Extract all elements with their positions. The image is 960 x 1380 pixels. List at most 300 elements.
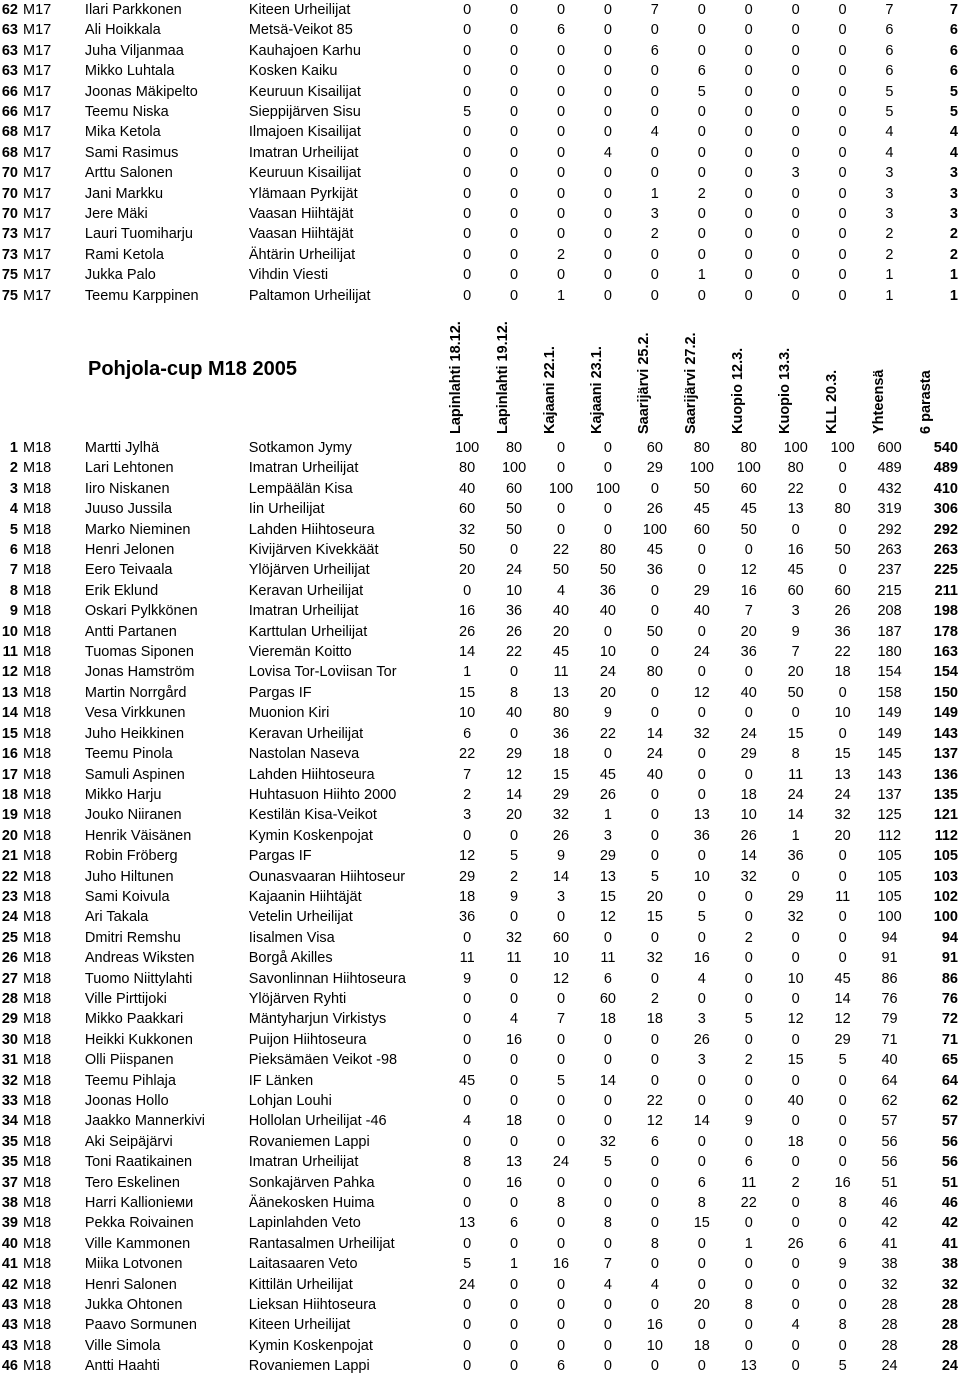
best-six-cell: 263 [933, 542, 958, 559]
race-points-cell: 0 [463, 1297, 472, 1314]
race-points-cell: 32 [599, 1133, 616, 1150]
race-points-cell: 12 [552, 970, 570, 987]
best-six-cell: 46 [941, 1195, 958, 1212]
race-points-cell: 15 [787, 725, 804, 742]
race-points-cell: 0 [650, 165, 659, 182]
best-six-cell: 211 [934, 582, 958, 599]
race-points-cell: 0 [603, 1337, 612, 1354]
club-cell: Savonlinnan Hiihtoseura [248, 970, 406, 987]
name-cell: Henri Jelonen [84, 542, 175, 559]
race-points-cell: 50 [740, 521, 757, 538]
race-points-cell: 36 [599, 582, 616, 599]
race-points-cell: 0 [697, 1133, 706, 1150]
class-cell: M18 [22, 827, 52, 844]
total-cell: 600 [877, 440, 902, 456]
race-points-cell: 0 [791, 1337, 800, 1354]
class-cell: M18 [22, 1256, 52, 1273]
club-cell: Vieremän Koitto [248, 644, 352, 661]
race-points-cell: 0 [838, 1093, 847, 1109]
table-row [0, 438, 960, 458]
race-points-cell: 100 [736, 460, 761, 477]
race-points-cell: 13 [834, 766, 851, 783]
race-points-cell: 16 [459, 603, 476, 620]
name-cell: Jukka Palo [84, 267, 156, 284]
name-cell: Vesa Virkkunen [84, 705, 186, 722]
race-points-cell: 0 [556, 1337, 566, 1354]
rank-cell: 43 [1, 1337, 18, 1354]
best-six-cell: 56 [941, 1154, 958, 1171]
race-points-cell: 4 [510, 1011, 519, 1028]
race-points-cell: 0 [603, 42, 612, 59]
table-row [0, 245, 960, 265]
name-cell: Juha Viljanmaa [84, 42, 184, 59]
rank-cell: 30 [1, 1031, 18, 1048]
club-cell: Muonion Kiri [248, 705, 330, 722]
rank-cell: 9 [9, 603, 18, 620]
class-cell: M17 [22, 104, 52, 121]
race-points-cell: 4 [463, 1113, 472, 1130]
race-points-cell: 0 [744, 664, 753, 681]
race-points-cell: 12 [693, 684, 710, 701]
best-six-cell: 65 [941, 1052, 958, 1069]
race-points-cell: 0 [791, 1297, 800, 1314]
race-points-cell: 20 [740, 623, 757, 640]
race-points-cell: 60 [552, 929, 570, 946]
race-points-cell: 24 [787, 786, 804, 803]
race-points-cell: 0 [510, 1195, 519, 1212]
race-points-cell: 0 [650, 970, 659, 987]
race-points-cell: 0 [650, 1031, 659, 1048]
club-cell: Imatran Urheilijat [248, 460, 359, 477]
race-points-cell: 0 [510, 664, 519, 681]
race-points-cell: 24 [646, 746, 663, 763]
name-cell: Rami Ketola [84, 246, 164, 263]
best-six-cell: 143 [933, 725, 958, 742]
race-points-cell: 50 [599, 562, 616, 579]
race-points-cell: 45 [646, 542, 663, 559]
table-row [0, 0, 960, 20]
race-points-cell: 0 [603, 460, 612, 477]
name-cell: Miika Lotvonen [84, 1256, 183, 1273]
race-points-cell: 2 [556, 246, 566, 263]
class-cell: M18 [22, 970, 52, 987]
race-points-cell: 100 [830, 440, 855, 456]
race-points-cell: 0 [650, 929, 659, 946]
race-points-cell: 0 [463, 246, 472, 263]
name-cell: Dmitri Remshu [84, 929, 181, 946]
race-points-cell: 16 [646, 1317, 663, 1334]
race-points-cell: 4 [603, 1276, 612, 1293]
rank-cell: 15 [1, 725, 18, 742]
race-points-cell: 8 [463, 1154, 472, 1171]
race-points-cell: 2 [744, 929, 753, 946]
race-points-cell: 0 [791, 1276, 800, 1293]
race-points-cell: 0 [744, 1317, 753, 1334]
best-six-cell: 136 [933, 766, 958, 783]
table-row [0, 948, 960, 968]
name-cell: Juho Hiltunen [84, 868, 174, 885]
club-cell: Kiteen Urheilijat [248, 2, 351, 18]
race-points-cell: 0 [744, 888, 753, 905]
race-points-cell: 0 [510, 990, 519, 1007]
race-points-cell: 40 [552, 603, 570, 620]
race-points-cell: 26 [505, 623, 523, 640]
race-points-cell: 10 [740, 807, 757, 824]
race-points-cell: 0 [463, 267, 472, 284]
race-points-cell: 5 [744, 1011, 753, 1028]
class-cell: M18 [22, 684, 52, 701]
column-header [491, 306, 515, 434]
club-cell: Sieppijärven Sisu [248, 104, 361, 121]
race-points-cell: 0 [791, 185, 800, 202]
name-cell: Martin Norrgård [84, 684, 187, 701]
race-points-cell: 36 [834, 623, 851, 640]
race-points-cell: 0 [603, 2, 612, 18]
race-points-cell: 0 [791, 521, 800, 538]
race-points-cell: 11 [553, 664, 569, 681]
race-points-cell: 6 [697, 1174, 706, 1191]
race-points-cell: 0 [838, 460, 847, 477]
race-points-cell: 12 [834, 1011, 851, 1028]
race-points-cell: 8 [838, 1317, 847, 1334]
club-cell: Hollolan Urheilijat -46 [248, 1113, 387, 1130]
club-cell: Vihdin Viesti [248, 267, 329, 284]
name-cell: Teemu Karppinen [84, 287, 199, 304]
table-row [0, 499, 960, 519]
club-cell: Kestilän Kisa-Veikot [248, 807, 377, 824]
race-points-cell: 80 [693, 440, 710, 456]
race-points-cell: 0 [556, 1317, 566, 1334]
race-points-cell: 4 [650, 124, 659, 141]
race-points-cell: 5 [510, 848, 519, 865]
column-header [585, 306, 609, 434]
race-points-cell: 60 [740, 480, 757, 497]
race-points-cell: 0 [510, 246, 519, 263]
rank-cell: 35 [1, 1154, 18, 1171]
race-points-cell: 29 [599, 848, 616, 865]
table-row [0, 204, 960, 224]
class-cell: M18 [22, 786, 52, 803]
club-cell: Pargas IF [248, 684, 312, 701]
best-six-cell: 62 [941, 1093, 958, 1109]
race-points-cell: 0 [838, 104, 847, 121]
rank-cell: 43 [1, 1317, 18, 1334]
table-row [0, 662, 960, 682]
table-row [0, 1050, 960, 1070]
race-points-cell: 0 [838, 63, 847, 80]
race-points-cell: 1 [556, 287, 566, 304]
name-cell: Ari Takala [84, 909, 149, 926]
race-points-cell: 6 [463, 725, 472, 742]
club-cell: Sonkajärven Pahka [248, 1174, 375, 1191]
race-points-cell: 0 [697, 226, 706, 243]
race-points-cell: 24 [599, 664, 616, 681]
best-six-cell: 72 [941, 1011, 958, 1028]
race-points-cell: 12 [505, 766, 523, 783]
race-points-cell: 9 [603, 705, 612, 722]
class-cell: M17 [22, 206, 52, 223]
race-points-cell: 0 [791, 705, 800, 722]
best-six-cell: 112 [934, 827, 958, 844]
race-points-cell: 6 [510, 1215, 519, 1232]
table-row [0, 846, 960, 866]
race-points-cell: 20 [505, 807, 523, 824]
name-cell: Aki Seipäjärvi [84, 1133, 173, 1150]
class-cell: M18 [22, 807, 52, 824]
race-points-cell: 0 [510, 1337, 519, 1354]
race-points-cell: 0 [463, 1093, 472, 1109]
name-cell: Tero Eskelinen [84, 1174, 180, 1191]
race-points-cell: 0 [603, 1195, 612, 1212]
race-points-cell: 20 [834, 827, 851, 844]
race-points-cell: 8 [838, 1195, 847, 1212]
race-points-cell: 0 [603, 501, 612, 518]
race-points-cell: 0 [650, 1154, 659, 1171]
best-six-cell: 32 [941, 1276, 958, 1293]
race-points-cell: 26 [459, 623, 476, 640]
race-points-cell: 0 [510, 83, 519, 100]
column-header-label: Kajaani 23.1. [589, 346, 605, 434]
race-points-cell: 0 [603, 929, 612, 946]
race-points-cell: 0 [791, 2, 800, 18]
race-points-cell: 0 [463, 990, 472, 1007]
class-cell: M18 [22, 1154, 52, 1171]
race-points-cell: 15 [552, 766, 570, 783]
race-points-cell: 0 [791, 124, 800, 141]
total-cell: 237 [877, 562, 902, 579]
race-points-cell: 16 [740, 582, 757, 599]
race-points-cell: 1 [697, 267, 706, 284]
race-points-cell: 0 [556, 440, 566, 456]
best-six-cell: 178 [933, 623, 958, 640]
table-row [0, 1132, 960, 1152]
race-points-cell: 0 [463, 827, 472, 844]
best-six-cell: 71 [941, 1031, 958, 1048]
race-points-cell: 0 [510, 226, 519, 243]
total-cell: 105 [877, 868, 902, 885]
name-cell: Ville Kammonen [84, 1235, 191, 1252]
race-points-cell: 29 [834, 1031, 851, 1048]
race-points-cell: 11 [459, 950, 475, 967]
total-cell: 38 [881, 1256, 898, 1273]
rank-cell: 31 [1, 1052, 18, 1069]
name-cell: Andreas Wiksten [84, 950, 195, 967]
race-points-cell: 80 [740, 440, 757, 456]
class-cell: M18 [22, 1052, 52, 1069]
class-cell: M18 [22, 582, 52, 599]
race-points-cell: 0 [510, 2, 519, 18]
race-points-cell: 29 [646, 460, 663, 477]
column-header [914, 306, 938, 434]
race-points-cell: 36 [787, 848, 804, 865]
race-points-cell: 0 [510, 1358, 519, 1375]
race-points-cell: 5 [838, 1358, 847, 1375]
race-points-cell: 24 [459, 1276, 476, 1293]
race-points-cell: 9 [744, 1113, 753, 1130]
race-points-cell: 40 [787, 1093, 804, 1109]
race-points-cell: 12 [459, 848, 476, 865]
race-points-cell: 0 [838, 124, 847, 141]
race-points-cell: 36 [552, 725, 570, 742]
club-cell: Vetelin Urheilijat [248, 909, 353, 926]
total-cell: 3 [885, 206, 894, 223]
rank-cell: 66 [1, 104, 18, 121]
rank-cell: 22 [1, 868, 18, 885]
class-cell: M18 [22, 460, 52, 477]
race-points-cell: 0 [838, 287, 847, 304]
rank-cell: 21 [1, 848, 18, 865]
best-six-cell: 154 [933, 664, 958, 681]
table-row [0, 560, 960, 580]
race-points-cell: 6 [744, 1154, 753, 1171]
name-cell: Jouko Niiranen [84, 807, 182, 824]
name-cell: Mikko Harju [84, 786, 162, 803]
race-points-cell: 15 [599, 888, 616, 905]
race-points-cell: 0 [463, 42, 472, 59]
race-points-cell: 3 [463, 807, 472, 824]
total-cell: 3 [885, 165, 894, 182]
class-cell: M18 [22, 1317, 52, 1334]
class-cell: M18 [22, 542, 52, 559]
race-points-cell: 0 [791, 246, 800, 263]
race-points-cell: 50 [787, 684, 804, 701]
race-points-cell: 0 [603, 287, 612, 304]
total-cell: 76 [881, 990, 898, 1007]
race-points-cell: 5 [603, 1154, 612, 1171]
race-points-cell: 0 [838, 868, 847, 885]
club-cell: Kivijärven Kivekkäät [248, 542, 379, 559]
race-points-cell: 10 [693, 868, 710, 885]
best-six-cell: 28 [941, 1337, 958, 1354]
race-points-cell: 12 [599, 909, 616, 926]
race-points-cell: 9 [791, 623, 800, 640]
class-cell: M18 [22, 1174, 52, 1191]
race-points-cell: 20 [693, 1297, 710, 1314]
race-points-cell: 40 [693, 603, 710, 620]
rank-cell: 6 [9, 542, 18, 559]
race-points-cell: 32 [740, 868, 757, 885]
best-six-cell: 489 [933, 460, 958, 477]
race-points-cell: 0 [791, 868, 800, 885]
race-points-cell: 0 [744, 185, 753, 202]
race-points-cell: 0 [556, 909, 566, 926]
club-cell: Kymin Koskenpojat [248, 827, 373, 844]
table-row [0, 20, 960, 40]
total-cell: 2 [885, 246, 894, 263]
club-cell: Vaasan Hiihtäjät [248, 206, 354, 223]
race-points-cell: 0 [744, 63, 753, 80]
class-cell: M18 [22, 1358, 52, 1375]
race-points-cell: 0 [791, 104, 800, 121]
rank-cell: 16 [1, 746, 18, 763]
total-cell: 28 [881, 1297, 898, 1314]
class-cell: M17 [22, 246, 52, 263]
race-points-cell: 2 [650, 990, 659, 1007]
m18-section-header [0, 306, 960, 436]
race-points-cell: 0 [697, 165, 706, 182]
club-cell: Keuruun Kisailijat [248, 83, 361, 100]
class-cell: M17 [22, 22, 52, 39]
column-header-label: Saarijärvi 27.2. [683, 332, 699, 434]
race-points-cell: 0 [603, 746, 612, 763]
race-points-cell: 0 [463, 2, 472, 18]
race-points-cell: 0 [791, 63, 800, 80]
name-cell: Oskari Pylkkönen [84, 603, 198, 620]
name-cell: Marko Nieminen [84, 521, 191, 538]
club-cell: Puijon Hiihtoseura [248, 1031, 367, 1048]
name-cell: Jani Markku [84, 185, 164, 202]
best-six-cell: 28 [941, 1297, 958, 1314]
race-points-cell: 0 [838, 950, 847, 967]
class-cell: M18 [22, 603, 52, 620]
race-points-cell: 0 [838, 246, 847, 263]
race-points-cell: 10 [552, 950, 570, 967]
race-points-cell: 4 [603, 144, 612, 161]
name-cell: Teemu Niska [84, 104, 169, 121]
race-points-cell: 0 [556, 501, 566, 518]
rank-cell: 70 [1, 165, 18, 182]
race-points-cell: 0 [650, 104, 659, 121]
race-points-cell: 100 [595, 480, 621, 497]
race-points-cell: 0 [510, 206, 519, 223]
table-row [0, 1275, 960, 1295]
table-row [0, 1336, 960, 1356]
race-points-cell: 0 [744, 705, 753, 722]
race-points-cell: 10 [459, 705, 476, 722]
race-points-cell: 8 [697, 1195, 706, 1212]
race-points-cell: 0 [838, 1215, 847, 1232]
race-points-cell: 0 [463, 1011, 472, 1028]
race-points-cell: 7 [603, 1256, 612, 1273]
total-cell: 112 [878, 827, 902, 844]
club-cell: Kymin Koskenpojat [248, 1337, 373, 1354]
race-points-cell: 0 [463, 582, 472, 599]
total-cell: 64 [881, 1072, 898, 1089]
club-cell: Lempäälän Kisa [248, 480, 353, 497]
race-points-cell: 7 [650, 2, 659, 18]
best-six-cell: 7 [949, 2, 958, 18]
race-points-cell: 80 [505, 440, 523, 456]
race-points-cell: 0 [463, 206, 472, 223]
race-points-cell: 0 [650, 287, 659, 304]
table-row [0, 642, 960, 662]
rank-cell: 13 [1, 684, 18, 701]
race-points-cell: 0 [650, 83, 659, 100]
rank-cell: 62 [1, 2, 18, 18]
race-points-cell: 0 [556, 1215, 566, 1232]
race-points-cell: 4 [650, 1276, 659, 1293]
race-points-cell: 0 [650, 63, 659, 80]
best-six-cell: 76 [941, 990, 958, 1007]
club-cell: Vaasan Hiihtäjät [248, 226, 354, 243]
race-points-cell: 0 [463, 226, 472, 243]
race-points-cell: 0 [603, 185, 612, 202]
column-header [444, 306, 468, 434]
table-row [0, 265, 960, 285]
race-points-cell: 0 [556, 1174, 566, 1191]
best-six-cell: 57 [941, 1113, 958, 1130]
class-cell: M17 [22, 144, 52, 161]
table-row [0, 969, 960, 989]
race-points-cell: 24 [740, 725, 757, 742]
race-points-cell: 0 [510, 42, 519, 59]
race-points-cell: 5 [463, 1256, 472, 1273]
name-cell: Paavo Sormunen [84, 1317, 197, 1334]
race-points-cell: 7 [744, 603, 753, 620]
rank-cell: 68 [1, 124, 18, 141]
race-points-cell: 0 [603, 1317, 612, 1334]
race-points-cell: 0 [556, 185, 566, 202]
